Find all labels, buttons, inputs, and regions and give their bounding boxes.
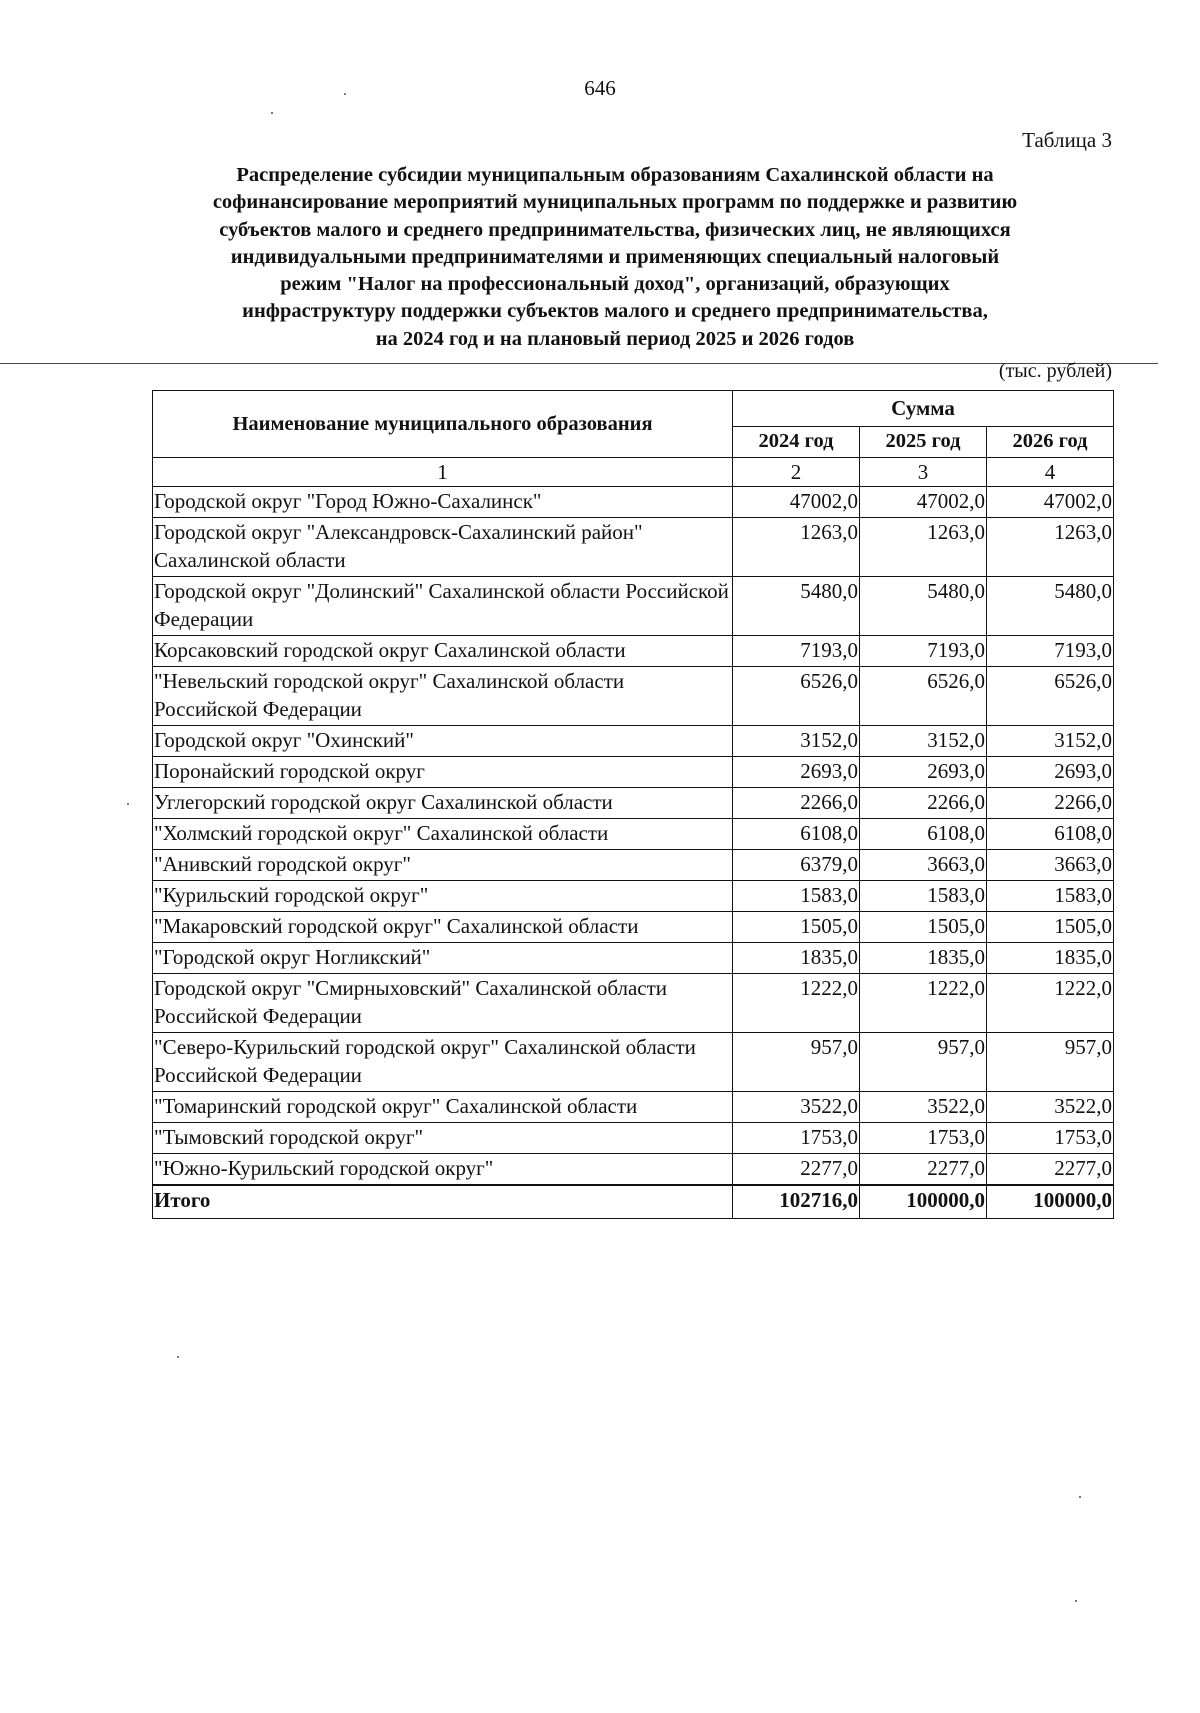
table-row: [153, 667, 1114, 726]
amount-2026: 957,0: [987, 1033, 1114, 1092]
amount-2025: 3522,0: [860, 1092, 987, 1123]
amount-2025: 2693,0: [860, 757, 987, 788]
title-line: инфраструктуру поддержки субъектов малого и среднего предпринимательства,: [242, 300, 988, 323]
scan-speck: [1075, 1600, 1077, 1602]
municipality-name: Городской округ "Долинский" Сахалинской области Российской Федерации: [153, 577, 733, 636]
scan-speck: [177, 1356, 179, 1358]
table-row: [153, 850, 1114, 881]
municipality-name: "Томаринский городской округ" Сахалинской области: [153, 1092, 733, 1123]
municipality-name: Городской округ "Смирныховский" Сахалинской области Российской Федерации: [153, 974, 733, 1033]
amount-2025: 5480,0: [860, 577, 987, 636]
amount-2026: 3663,0: [987, 850, 1114, 881]
amount-2024: 1583,0: [733, 881, 860, 912]
amount-2026: 1753,0: [987, 1123, 1114, 1154]
column-index-row: [153, 458, 1114, 487]
title-line: на 2024 год и на плановый период 2025 и 2026 годов: [375, 327, 855, 350]
municipality-name: "Анивский городской округ": [153, 850, 733, 881]
amount-2025: 1583,0: [860, 881, 987, 912]
municipality-name: Городской округ "Охинский": [153, 726, 733, 757]
amount-2025: 2277,0: [860, 1154, 987, 1186]
total-label: Итого: [153, 1185, 733, 1219]
table-row: [153, 788, 1114, 819]
amount-2024: 47002,0: [733, 487, 860, 518]
amount-2025: 1835,0: [860, 943, 987, 974]
municipality-name: "Курильский городской округ": [153, 881, 733, 912]
table-row: [153, 1033, 1114, 1092]
scan-speck: [271, 112, 273, 114]
table-row: [153, 974, 1114, 1033]
amount-2026: 2693,0: [987, 757, 1114, 788]
amount-2026: 1222,0: [987, 974, 1114, 1033]
amount-2025: 47002,0: [860, 487, 987, 518]
title-line: Распределение субсидии муниципальным образованиям Сахалинской области на: [236, 164, 994, 186]
amount-2024: 3152,0: [733, 726, 860, 757]
amount-2025: 7193,0: [860, 636, 987, 667]
amount-2026: 6526,0: [987, 667, 1114, 726]
municipality-name: "Тымовский городской округ": [153, 1123, 733, 1154]
amount-2024: 3522,0: [733, 1092, 860, 1123]
amount-2026: 6108,0: [987, 819, 1114, 850]
header-year-2025: 2025 год: [860, 426, 987, 457]
municipality-name: "Макаровский городской округ" Сахалинской области: [153, 912, 733, 943]
amount-2026: 1505,0: [987, 912, 1114, 943]
municipality-name: Поронайский городской округ: [153, 757, 733, 788]
amount-2025: 6108,0: [860, 819, 987, 850]
table-row: [153, 1123, 1114, 1154]
amount-2026: 1583,0: [987, 881, 1114, 912]
amount-2024: 6108,0: [733, 819, 860, 850]
table-row: [153, 912, 1114, 943]
amount-2025: 3663,0: [860, 850, 987, 881]
total-row: [153, 1185, 1114, 1219]
amount-2025: 1222,0: [860, 974, 987, 1033]
table-row: [153, 518, 1114, 577]
page-number: 646: [584, 76, 616, 100]
amount-2024: 6526,0: [733, 667, 860, 726]
amount-2024: 5480,0: [733, 577, 860, 636]
table-row: [153, 881, 1114, 912]
amount-2025: 1505,0: [860, 912, 987, 943]
municipality-name: "Невельский городской округ" Сахалинской области Российской Федерации: [153, 667, 733, 726]
amount-2025: 6526,0: [860, 667, 987, 726]
table-label: Таблица 3: [1022, 128, 1112, 152]
title-line: индивидуальными предпринимателями и применяющих специальный налоговый: [230, 245, 1000, 268]
amount-2025: 3152,0: [860, 726, 987, 757]
document-title: [150, 162, 1080, 353]
column-index: 3: [860, 458, 987, 487]
table-row: [153, 1154, 1114, 1186]
column-index: 1: [153, 458, 733, 487]
units-label: (тыс. рублей): [998, 360, 1112, 382]
title-line: режим "Налог на профессиональный доход", организаций, образующих: [280, 273, 950, 296]
municipality-name: Углегорский городской округ Сахалинской области: [153, 788, 733, 819]
header-sum: Сумма: [733, 391, 1114, 427]
table-row: [153, 819, 1114, 850]
amount-2025: 1263,0: [860, 518, 987, 577]
total-2026: 100000,0: [987, 1185, 1114, 1219]
table-row: [153, 636, 1114, 667]
amount-2026: 1835,0: [987, 943, 1114, 974]
table-row: [153, 487, 1114, 518]
amount-2024: 1222,0: [733, 974, 860, 1033]
amount-2024: 1835,0: [733, 943, 860, 974]
municipality-name: Городской округ "Александровск-Сахалинский район" Сахалинской области: [153, 518, 733, 577]
amount-2026: 2277,0: [987, 1154, 1114, 1186]
amount-2026: 7193,0: [987, 636, 1114, 667]
amount-2025: 2266,0: [860, 788, 987, 819]
amount-2024: 2693,0: [733, 757, 860, 788]
municipality-name: "Южно-Курильский городской округ": [153, 1154, 733, 1186]
horizontal-rule: [0, 363, 1158, 364]
amount-2024: 1263,0: [733, 518, 860, 577]
amount-2025: 1753,0: [860, 1123, 987, 1154]
total-2024: 102716,0: [733, 1185, 860, 1219]
municipality-name: "Холмский городской округ" Сахалинской области: [153, 819, 733, 850]
municipality-name: "Северо-Курильский городской округ" Сахалинской области Российской Федерации: [153, 1033, 733, 1092]
amount-2024: 2277,0: [733, 1154, 860, 1186]
scan-speck: [127, 803, 129, 805]
scan-speck: [344, 93, 346, 95]
municipality-name: Городской округ "Город Южно-Сахалинск": [153, 487, 733, 518]
municipality-name: "Городской округ Ногликский": [153, 943, 733, 974]
amount-2024: 1505,0: [733, 912, 860, 943]
column-index: 2: [733, 458, 860, 487]
amount-2026: 2266,0: [987, 788, 1114, 819]
amount-2024: 7193,0: [733, 636, 860, 667]
amount-2024: 957,0: [733, 1033, 860, 1092]
amount-2026: 3152,0: [987, 726, 1114, 757]
header-year-2026: 2026 год: [987, 426, 1114, 457]
header-name: Наименование муниципального образования: [153, 391, 733, 458]
amount-2026: 5480,0: [987, 577, 1114, 636]
scan-speck: [1079, 1496, 1081, 1498]
subsidy-table: [152, 390, 1114, 1219]
total-2025: 100000,0: [860, 1185, 987, 1219]
municipality-name: Корсаковский городской округ Сахалинской области: [153, 636, 733, 667]
amount-2024: 1753,0: [733, 1123, 860, 1154]
table-row: [153, 726, 1114, 757]
amount-2024: 2266,0: [733, 788, 860, 819]
table-row: [153, 577, 1114, 636]
amount-2026: 47002,0: [987, 487, 1114, 518]
title-line: софинансирование мероприятий муниципальных программ по поддержке и развитию: [212, 191, 1018, 214]
amount-2025: 957,0: [860, 1033, 987, 1092]
table-row: [153, 1092, 1114, 1123]
table-row: [153, 757, 1114, 788]
title-line: субъектов малого и среднего предпринимательства, физических лиц, не являющихся: [219, 218, 1011, 241]
amount-2026: 3522,0: [987, 1092, 1114, 1123]
column-index: 4: [987, 458, 1114, 487]
header-year-2024: 2024 год: [733, 426, 860, 457]
amount-2026: 1263,0: [987, 518, 1114, 577]
table-row: [153, 943, 1114, 974]
amount-2024: 6379,0: [733, 850, 860, 881]
